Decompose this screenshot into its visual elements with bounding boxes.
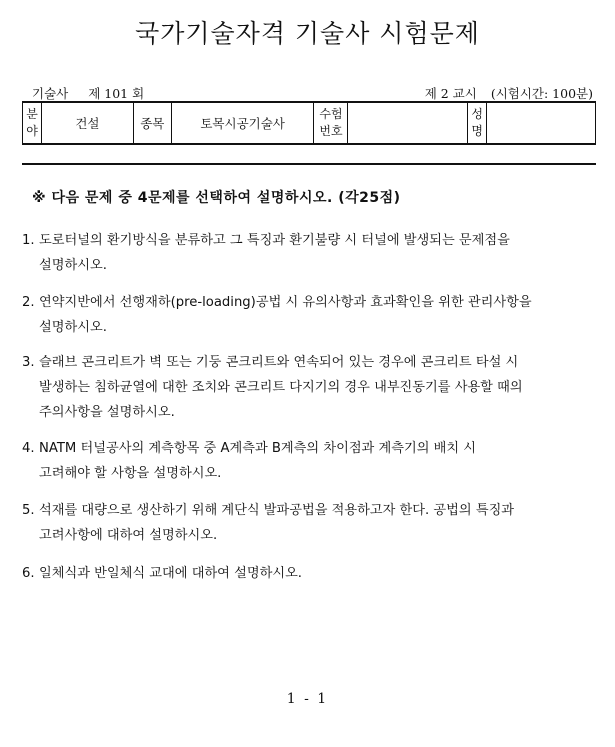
- question-item: 2. 연약지반에서 선행재하(pre-loading)공법 시 유의사항과 효과확인을 위한 관리사항을 설명하시오.: [22, 295, 532, 335]
- page-number: 1 - 1: [286, 691, 329, 707]
- page-title: 국가기술자격 기술사 시험문제: [135, 19, 480, 48]
- question-item: 3. 슬래브 콘크리트가 벽 또는 기둥 콘크리트와 연속되어 있는 경우에 콘크리트 타설 시 발생하는 침하균열에 대한 조치와 콘크리트 다지기의 경우 내부진동기를 사용할 때의 주의사항을 설명하시오.: [22, 355, 523, 420]
- question-item: 4. NATM 터널공사의 계측항목 중 A계측과 B계측의 차이점과 계측기의 배치 시 고려해야 할 사항을 설명하시오.: [22, 441, 477, 481]
- exam-info-line: [32, 84, 593, 102]
- exam-time: (시험시간: 100분): [490, 86, 593, 101]
- field-value: 건설: [41, 102, 133, 144]
- exam-session: 제 2 교시: [424, 86, 477, 101]
- type-value: 토목시공기술사: [171, 102, 314, 144]
- exam-header-table: [22, 101, 596, 145]
- divider: [22, 163, 596, 165]
- exam-number-label: 수험 번호: [314, 102, 348, 144]
- exam-category: 기술사: [32, 86, 69, 101]
- question-item: 6. 일체식과 반일체식 교대에 대하여 설명하시오.: [22, 566, 303, 581]
- exam-number-field[interactable]: [348, 102, 468, 144]
- type-label: 종목: [133, 102, 171, 144]
- field-label: 분 야: [23, 102, 42, 144]
- exam-round: 제 101 회: [88, 86, 145, 101]
- instruction-text: ※ 다음 문제 중 4문제를 선택하여 설명하시오. (각25점): [32, 190, 401, 206]
- question-item: 1. 도로터널의 환기방식을 분류하고 그 특징과 환기불량 시 터널에 발생되는 문제점을 설명하시오.: [22, 233, 510, 273]
- name-label: 성 명: [468, 102, 487, 144]
- name-field[interactable]: [487, 102, 596, 144]
- question-item: 5. 석재를 대량으로 생산하기 위해 계단식 발파공법을 적용하고자 한다. 공법의 특징과 고려사항에 대하여 설명하시오.: [22, 503, 515, 543]
